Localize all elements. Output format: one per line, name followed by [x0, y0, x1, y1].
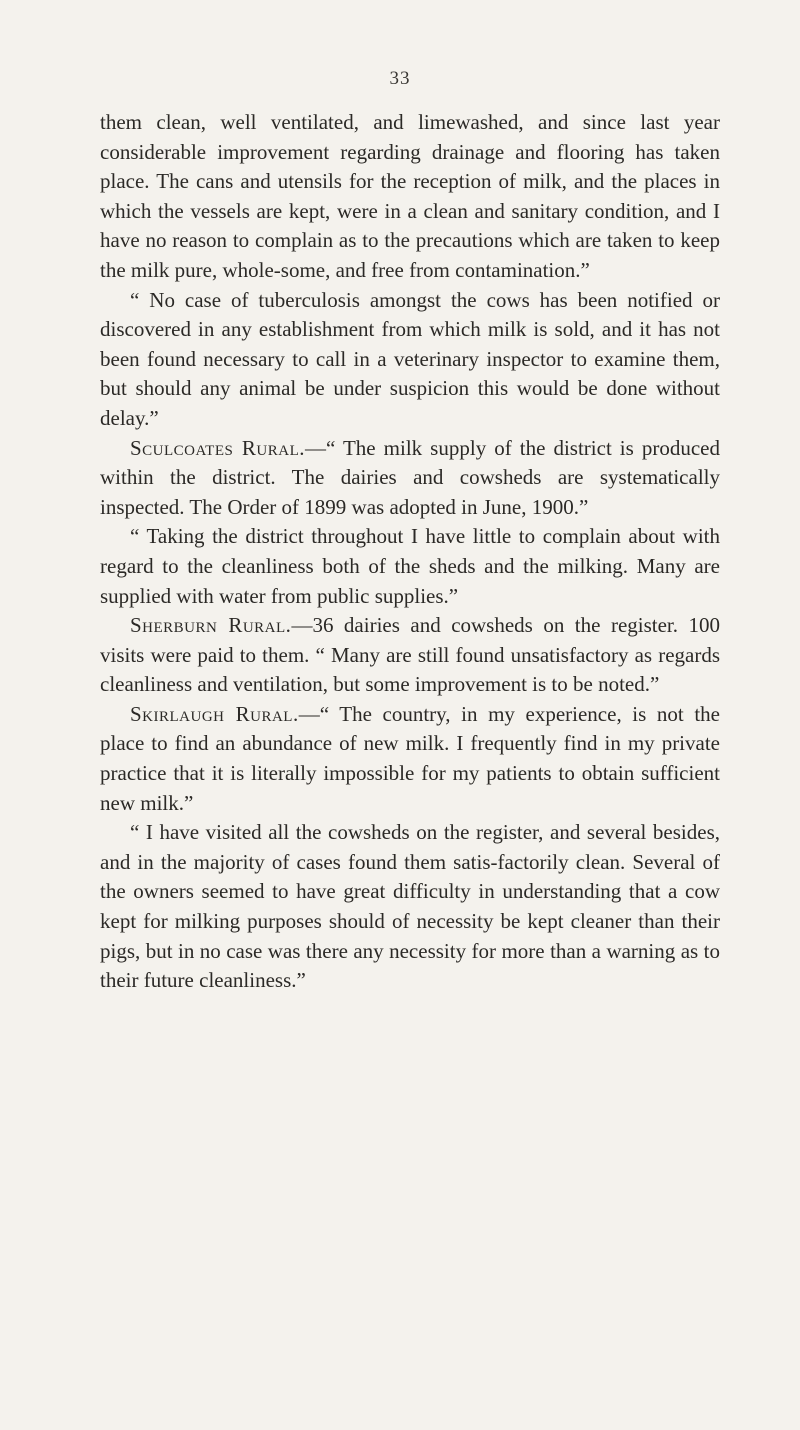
page-number: 33: [389, 68, 411, 89]
paragraph-sculcoates-quote: [100, 522, 720, 611]
body-text: [100, 108, 720, 996]
paragraph-tuberculosis: [100, 286, 720, 434]
district-heading: Sherburn Rural.: [130, 613, 292, 638]
paragraph-text: “ Taking the district throughout I have little to complain about with regard to the cleanliness both of the sheds and the milking. Many are supplied with water from public supplies.”: [100, 524, 720, 608]
district-heading: Skirlaugh Rural.: [130, 701, 299, 726]
paragraph-text: —“ The country, in my experience, is not the place to find an abundance of new milk. I frequently find in my private practice that it is literally impossible for my patients to obtain sufficient new milk.”: [100, 701, 720, 815]
paragraph-text: them clean, well ventilated, and limewashed, and since last year considerable improvement regarding drainage and flooring has taken place. The cans and utensils for the reception of milk, and the places in which the vessels are kept, were in a clean and sanitary condition, and I have no reason to complain as to the precautions which are taken to keep the milk pure, whole-some, and free from contamination.”: [100, 110, 720, 282]
paragraph-text: “ I have visited all the cowsheds on the register, and several besides, and in the majority of cases found them satis-factorily clean. Several of the owners seemed to have great difficulty in understanding that a cow kept for milking purposes should of necessity be kept cleaner than their pigs, but in no case was there any necessity for more than a warning as to their future cleanliness.”: [100, 820, 720, 993]
paragraph-sculcoates: [100, 434, 720, 523]
paragraph-skirlaugh: [100, 700, 720, 818]
paragraph-text: —36 dairies and cowsheds on the register. 100 visits were paid to them. “ Many are still found unsatisfactory as regards cleanliness and ventilation, but some improvement is to be noted.”: [100, 613, 720, 697]
district-heading: Sculcoates Rural.: [130, 435, 305, 460]
paragraph-continuation: [100, 108, 720, 286]
paragraph-skirlaugh-quote: [100, 818, 720, 996]
paragraph-text: —“ The milk supply of the district is produced within the district. The dairies and cowsheds are systematically inspected. The Order of 1899 was adopted in June, 1900.”: [100, 435, 720, 519]
paragraph-text: “ No case of tuberculosis amongst the cows has been notified or discovered in any establishment from which milk is sold, and it has not been found necessary to call in a veterinary inspector to examine them, but should any animal be under suspicion this would be done without delay.”: [100, 287, 720, 430]
paragraph-sherburn: [100, 611, 720, 700]
